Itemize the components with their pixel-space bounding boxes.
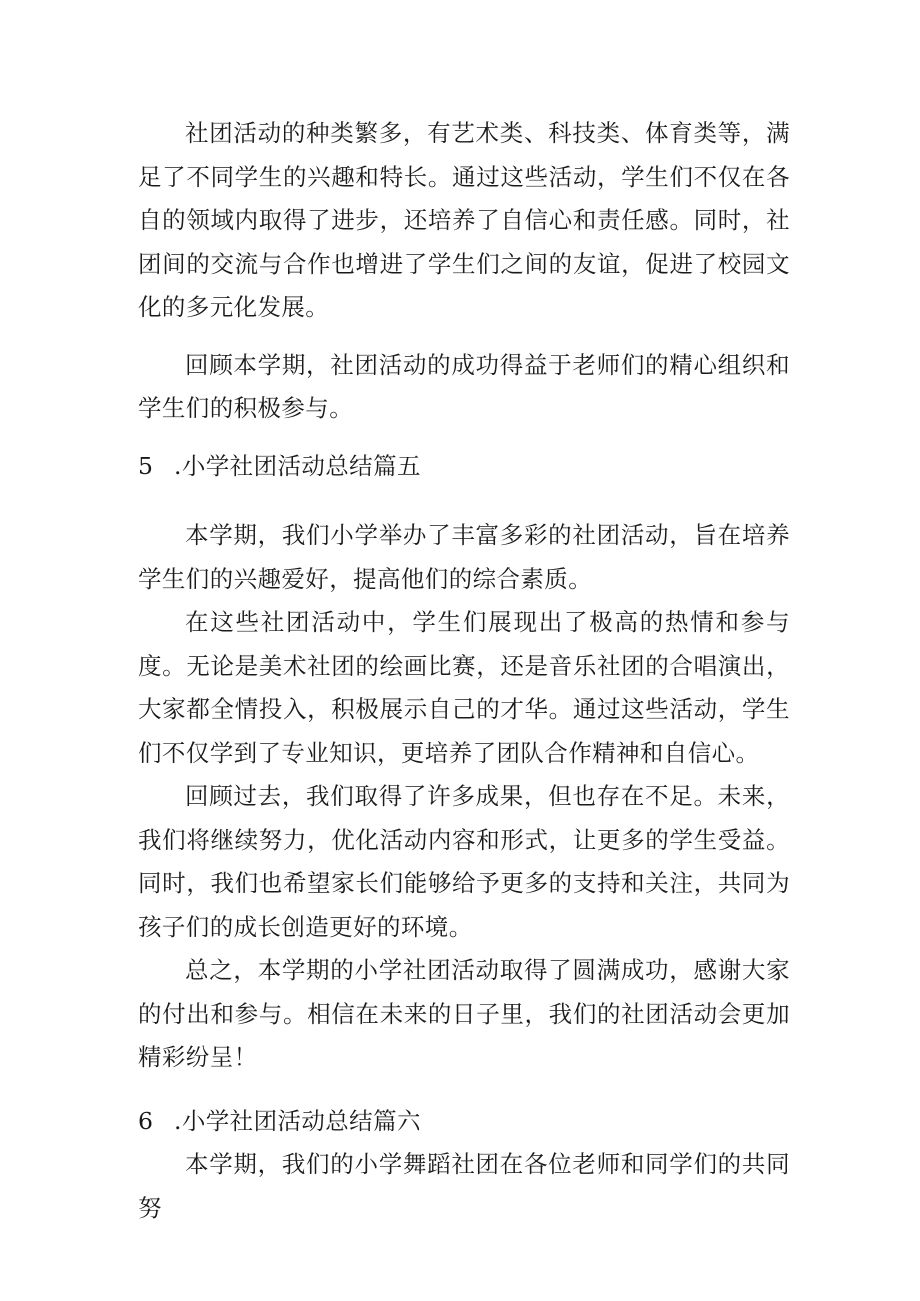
paragraph-intro: 本学期，我们小学举办了丰富多彩的社团活动，旨在培养学生们的兴趣爱好，提高他们的综合素质。 <box>138 521 790 593</box>
section-title: .小学社团活动总结篇六 <box>174 1106 421 1135</box>
spacer <box>138 488 790 514</box>
paragraph-dance-club: 本学期，我们的小学舞蹈社团在各位老师和同学们的共同努 <box>138 1150 790 1222</box>
section-heading-5 <box>138 445 790 489</box>
paragraph-future: 回顾过去，我们取得了许多成果，但也存在不足。未来，我们将继续努力，优化活动内容和形式，让更多的学生受益。同时，我们也希望家长们能够给予更多的支持和关注，共同为孩子们的成长创造更好的环境。 <box>138 782 790 941</box>
document-page <box>138 112 790 1230</box>
paragraph-conclusion: 总之，本学期的小学社团活动取得了圆满成功，感谢大家的付出和参与。相信在未来的日子里，我们的社团活动会更加精彩纷呈！ <box>138 956 790 1071</box>
section-title: .小学社团活动总结篇五 <box>174 451 421 480</box>
paragraph-club-variety: 社团活动的种类繁多，有艺术类、科技类、体育类等，满足了不同学生的兴趣和特长。通过这些活动，学生们不仅在各自的领域内取得了进步，还培养了自信心和责任感。同时，社团间的交流与合作也增进了学生们之间的友谊，促进了校园文化的多元化发展。 <box>138 119 790 321</box>
spacer <box>138 431 790 445</box>
section-number: 6 <box>138 1106 154 1135</box>
spacer <box>138 330 790 344</box>
paragraph-semester-review: 回顾本学期，社团活动的成功得益于老师们的精心组织和学生们的积极参与。 <box>138 350 790 422</box>
paragraph-activities: 在这些社团活动中，学生们展现出了极高的热情和参与度。无论是美术社团的绘画比赛，还是音乐社团的合唱演出，大家都全情投入，积极展示自己的才华。通过这些活动，学生们不仅学到了专业知识，更培养了团队合作精神和自信心。 <box>138 608 790 767</box>
section-heading-6 <box>138 1100 790 1144</box>
section-number: 5 <box>138 451 154 480</box>
spacer <box>138 1080 790 1100</box>
